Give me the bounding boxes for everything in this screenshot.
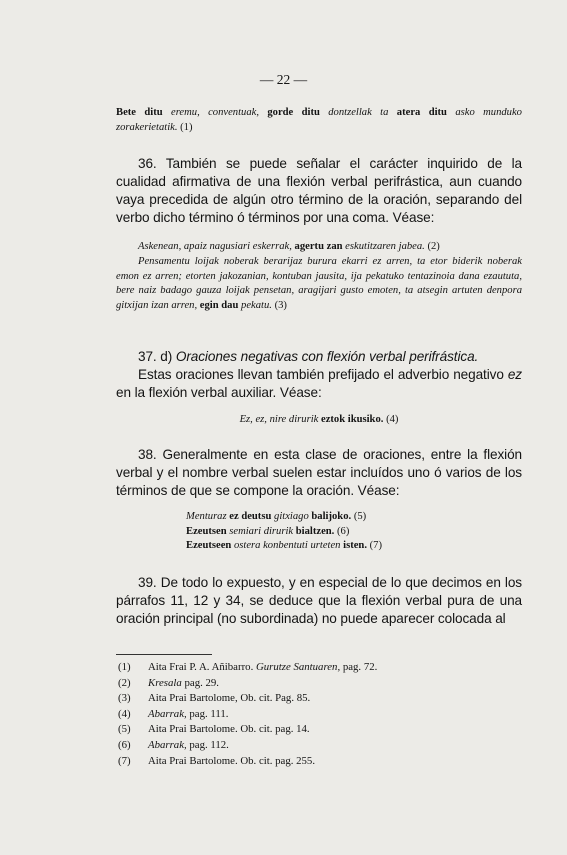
example-line xyxy=(186,525,522,540)
footnote-text: Aita Prai Bartolome. Ob. cit. pag. 255. xyxy=(148,754,316,767)
section-number: 39. xyxy=(138,575,157,590)
text-italic: Askenean, apaiz nagusiari eskerrak, xyxy=(138,241,292,252)
text-bold: eztok ikusiko. xyxy=(321,414,384,425)
footnote-number: (2) xyxy=(118,676,131,689)
section-38 xyxy=(116,446,522,500)
footnotes xyxy=(118,660,518,769)
footnote xyxy=(118,691,518,707)
text-italic: dontzellak xyxy=(328,107,372,118)
footnote-title: Kresala xyxy=(148,676,182,689)
footnote-ref: (3) xyxy=(274,300,287,312)
example-line xyxy=(186,510,522,525)
example-line xyxy=(186,539,522,554)
footnote-title: Abarrak, xyxy=(148,738,187,751)
section-text: Estas oraciones llevan también prefijado el adverbio negativo xyxy=(138,367,504,382)
footnote-number: (1) xyxy=(118,661,131,673)
footnote xyxy=(118,754,518,770)
section-number: 36. xyxy=(138,156,157,171)
section-37 xyxy=(116,348,522,402)
text-italic: asko xyxy=(455,107,475,118)
text-italic: semiari dirurik xyxy=(229,525,294,537)
footnote-text: Aita Prai Bartolome. Ob. cit. pag. 14. xyxy=(148,723,310,736)
footnote-number: (6) xyxy=(118,738,131,751)
text-bold: gorde ditu xyxy=(267,107,320,118)
text-bold: agertu zan xyxy=(294,241,343,252)
footnote-ref: (6) xyxy=(337,525,350,537)
section-number: 38. xyxy=(138,447,157,462)
footnote-title: Abarrak, xyxy=(148,707,187,720)
intro-example xyxy=(116,106,522,136)
text-bold: ez deutsu xyxy=(229,511,272,522)
footnote xyxy=(118,707,518,723)
section-text: De todo lo expuesto, y en especial de lo que decimos en los párrafos 11, 12 y 34, se deduce que la flexión verbal pura de una oración principal (no subordinada) no puede aparecer colocada al xyxy=(116,575,523,626)
footnote-text: Aita Prai Bartolome, Ob. cit. Pag. 85. xyxy=(148,692,311,705)
text-bold: egin dau xyxy=(199,300,239,312)
text-bold: balijoko. xyxy=(311,511,352,522)
footnote-ref: (1) xyxy=(180,121,193,133)
footnote-number: (7) xyxy=(118,754,131,767)
text-bold: bialtzen. xyxy=(295,525,335,537)
text-italic: eremu, conventuak, xyxy=(171,107,259,118)
section-36 xyxy=(116,155,522,227)
footnote-ref: (2) xyxy=(427,241,440,252)
text-italic: munduko zorakerietatik. xyxy=(116,107,522,133)
footnote xyxy=(118,722,518,738)
footnote-text: pag. 29. xyxy=(184,676,219,689)
section-heading-prefix: d) xyxy=(160,349,173,364)
section-text: en la flexión verbal auxiliar. Véase: xyxy=(116,385,322,400)
section-36-examples xyxy=(116,240,522,314)
footnote xyxy=(118,676,518,692)
text-italic: pekatu. xyxy=(241,300,272,312)
page-number: — 22 — xyxy=(259,72,308,87)
footnote xyxy=(118,660,518,676)
footnote-text: pag. 72. xyxy=(342,661,378,673)
footnote-ref: (5) xyxy=(353,511,367,522)
section-39 xyxy=(116,574,522,628)
footnote xyxy=(118,738,518,754)
section-text: También se puede señalar el carácter inquirido de la cualidad afirmativa de una flexión verbal perifrástica, aun cuando vaya precedida de algún otro término de la oración, separando del verbo dicho término ó términos por una coma. Véase: xyxy=(116,156,522,225)
section-number: 37. xyxy=(138,349,157,364)
footnote-title: Gurutze Santuaren, xyxy=(255,661,341,673)
text-italic: Pensamentu loijak noberak berarijaz burura ekarri ez arren, ta etor biderik noberak emon ez arren; etorten jakozanian, kontuban jausita, ija pekatuko tentazinoia dana ezaututa, bere naiz badago gauza loijak pensetan, aragijari gusto emoten, ta atsegin artuten denpora gitxijan izan arren, xyxy=(116,255,522,312)
text-italic: ez xyxy=(507,367,523,382)
section-37-example xyxy=(116,413,522,428)
text-bold: Ezeutsen xyxy=(186,525,227,537)
text-italic: gitxiago xyxy=(274,511,309,522)
text-bold: isten. xyxy=(343,540,367,551)
footnote-ref: (4) xyxy=(386,414,399,425)
text-bold: Bete ditu xyxy=(116,107,163,118)
text-italic: eskutitzaren jabea. xyxy=(345,241,425,252)
footnote-ref: (7) xyxy=(369,540,382,551)
text-bold: atera ditu xyxy=(396,107,447,118)
footnote-text: pag. 112. xyxy=(189,738,229,751)
text-italic: ta xyxy=(380,107,389,118)
text-italic: Ez, ez, nire dirurik xyxy=(239,414,319,425)
text-italic: ostera konbentuti urteten xyxy=(233,540,341,551)
text-bold: Ezeutseen xyxy=(186,540,232,551)
footnote-number: (4) xyxy=(118,707,131,720)
section-heading: Oraciones negativas con flexión verbal perifrástica. xyxy=(175,349,479,364)
footnote-number: (3) xyxy=(118,692,131,705)
footnote-number: (5) xyxy=(118,723,131,736)
footnote-text: Aita Frai P. A. Añibarro. xyxy=(148,661,254,673)
footnote-separator xyxy=(116,654,212,655)
text-italic: Menturaz xyxy=(186,511,227,522)
footnote-text: pag. 111. xyxy=(189,707,229,720)
section-text: Generalmente en esta clase de oraciones, entre la flexión verbal y el nombre verbal suelen estar incluídos uno ó varios de los términos de que se compone la oración. Véase: xyxy=(116,447,523,498)
section-38-examples xyxy=(116,510,522,554)
